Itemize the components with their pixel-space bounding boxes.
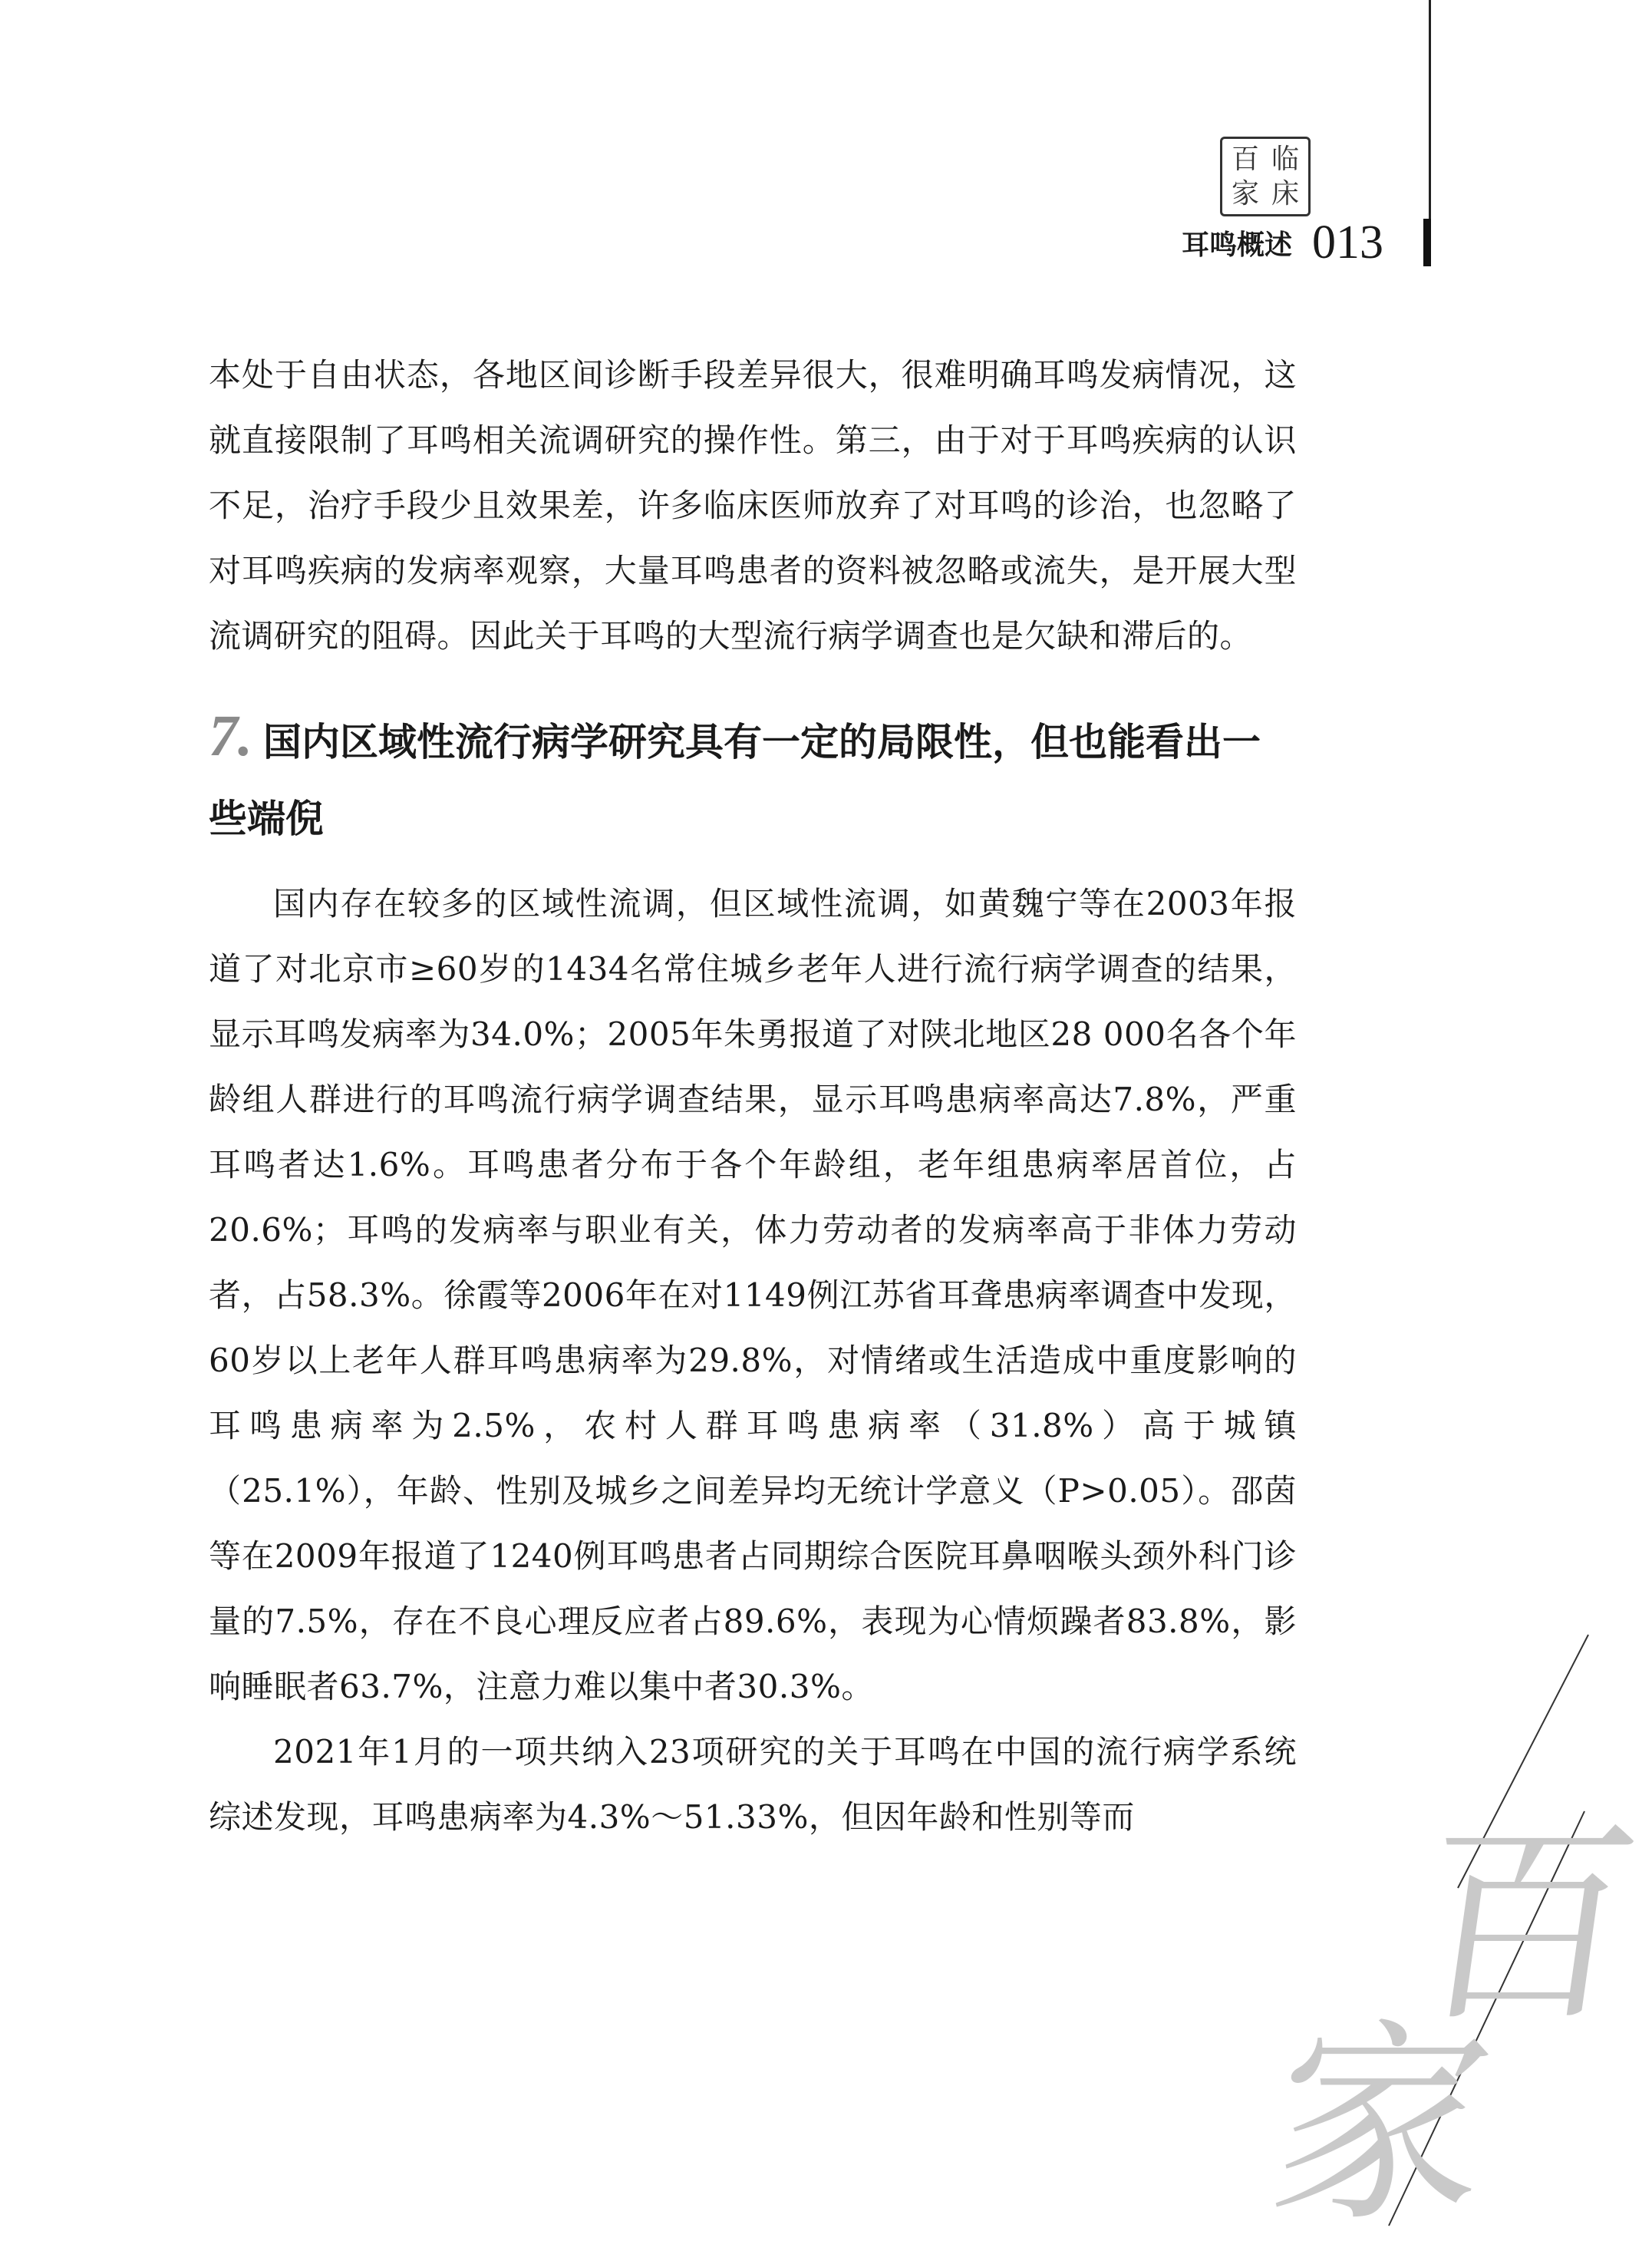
- watermark-graphic: [1256, 1635, 1652, 2251]
- body-paragraph-1: 本处于自由状态，各地区间诊断手段差异很大，很难明确耳鸣发病情况，这就直接限制了耳鸣相关流调研究的操作性。第三，由于对于耳鸣疾病的认识不足，治疗手段少且效果差，许多临床医师放弃了对耳鸣的诊治，也忽略了对耳鸣疾病的发病率观察，大量耳鸣患者的资料被忽略或流失，是开展大型流调研究的阻碍。因此关于耳鸣的大型流行病学调查也是欠缺和滞后的。: [209, 356, 1297, 655]
- watermark-char: 家: [1256, 2001, 1506, 2251]
- seal-char: 临: [1271, 143, 1299, 175]
- body-paragraph-3: 2021年1月的一项共纳入23项研究的关于耳鸣在中国的流行病学系统综述发现，耳鸣患病率为4.3%～51.33%，但因年龄和性别等而: [209, 1733, 1297, 1836]
- body-paragraph-2: 国内存在较多的区域性流调，但区域性流调，如黄魏宁等在2003年报道了对北京市≥60岁的1434名常住城乡老年人进行流行病学调查的结果，显示耳鸣发病率为34.0%；2005年朱勇报道了对陕北地区28 000名各个年龄组人群进行的耳鸣流行病学调查结果，显示耳鸣患病率高达7.8%，严重耳鸣者达1.6%。耳鸣患者分布于各个年龄组，老年组患病率居首位，占20.6%；耳鸣的发病率与职业有关，体力劳动者的发病率高于非体力劳动者，占58.3%。徐霞等2006年在对1149例江苏省耳聋患病率调查中发现，60岁以上老年人群耳鸣患病率为29.8%，对情绪或生活造成中重度影响的耳鸣患病率为2.5%，农村人群耳鸣患病率（31.8%）高于城镇（25.1%），年龄、性别及城乡之间差异均无统计学意义（P>0.05）。邵茵等在2009年报道了1240例耳鸣患者占同期综合医院耳鼻咽喉头颈外科门诊量的7.5%，存在不良心理反应者占89.6%，表现为心情烦躁者83.8%，影响睡眠者63.7%，注意力难以集中者30.3%。: [209, 885, 1297, 1705]
- series-seal-logo: [1220, 137, 1311, 216]
- seal-char: 百: [1231, 143, 1259, 175]
- page-number: 013: [1312, 216, 1384, 269]
- heading-text: 国内区域性流行病学研究具有一定的局限性，但也能看出一些端倪: [209, 720, 1261, 841]
- watermark-char: 百: [1402, 1801, 1652, 2051]
- seal-char: 床: [1271, 177, 1299, 210]
- seal-char: 家: [1231, 177, 1259, 210]
- page-body: [209, 342, 1297, 1850]
- header-tick-mark: [1423, 219, 1431, 266]
- section-title: 耳鸣概述: [1182, 229, 1293, 261]
- heading-number: 7.: [209, 704, 252, 768]
- running-header: [1182, 212, 1431, 273]
- section-heading: [209, 698, 1297, 857]
